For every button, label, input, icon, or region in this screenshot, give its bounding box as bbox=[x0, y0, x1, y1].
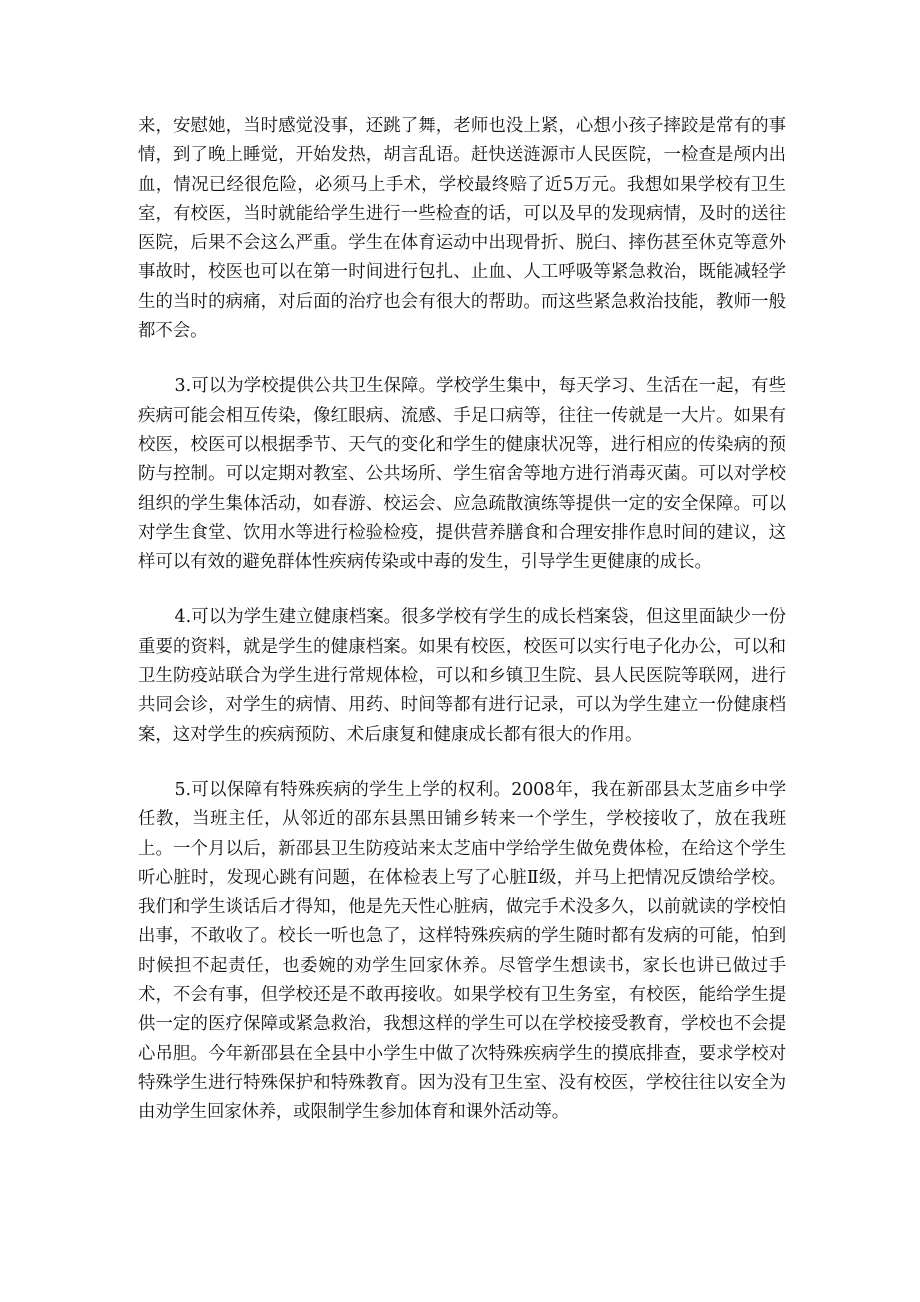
paragraph-point-3-public-health: 3.可以为学校提供公共卫生保障。学校学生集中，每天学习、生活在一起，有些疾病可能会相互传染，像红眼病、流感、手足口病等，往往一传就是一大片。如果有校医，校医可以根据季节、天气的变化和学生的健康状况等，进行相应的传染病的预防与控制。可以定期对教室、公共场所、学生宿舍等地方进行消毒灭菌。可以对学校组织的学生集体活动，如春游、校运会、应急疏散演练等提供一定的安全保障。可以对学生食堂、饮用水等进行检验检疫，提供营养膳食和合理安排作息时间的建议，这样可以有效的避免群体性疾病传染或中毒的发生，引导学生更健康的成长。 bbox=[138, 376, 786, 573]
paragraph-continued-text: 来，安慰她，当时感觉没事，还跳了舞，老师也没上紧，心想小孩子摔跤是常有的事情，到了晚上睡觉，开始发热，胡言乱语。赶快送涟源市人民医院，一检查是颅内出血，情况已经很危险，必须马上手术，学校最终赔了近5万元。我想如果学校有卫生室，有校医，当时就能给学生进行一些检查的话，可以及早的发现病情，及时的送往医院，后果不会这么严重。学生在体育运动中出现骨折、脱臼、摔伤甚至休克等意外事故时，校医也可以在第一时间进行包扎、止血、人工呼吸等紧急救治，既能减轻学生的当时的病痛，对后面的治疗也会有很大的帮助。而这些紧急救治技能，教师一般都不会。 bbox=[138, 116, 786, 342]
document-body bbox=[138, 112, 786, 1128]
paragraph-point-5-special-illness: 5.可以保障有特殊疾病的学生上学的权利。2008年，我在新邵县太芝庙乡中学任教，当班主任，从邻近的邵东县黑田铺乡转来一个学生，学校接收了，放在我班上。一个月以后，新邵县卫生防疫站来太芝庙中学给学生做免费体检，在给这个学生听心脏时，发现心跳有问题，在体检表上写了心脏Ⅱ级，并马上把情况反馈给学校。我们和学生谈话后才得知，他是先天性心脏病，做完手术没多久，以前就读的学校怕出事，不敢收了。校长一听也急了，这样特殊疾病的学生随时都有发病的可能，怕到时候担不起责任，也委婉的劝学生回家休养。尽管学生想读书，家长也讲已做过手术，不会有事，但学校还是不敢再接收。如果学校有卫生务室，有校医，能给学生提供一定的医疗保障或紧急救治，我想这样的学生可以在学校接受教育，学校也不会提心吊胆。今年新邵县在全县中小学生中做了次特殊疾病学生的摸底排查，要求学校对特殊学生进行特殊保护和特殊教育。因为没有卫生室、没有校医，学校往往以安全为由劝学生回家休养，或限制学生参加体育和课外活动等。 bbox=[138, 779, 786, 1123]
paragraph-point-4-health-records: 4.可以为学生建立健康档案。很多学校有学生的成长档案袋，但这里面缺少一份重要的资料，就是学生的健康档案。如果有校医，校医可以实行电子化办公，可以和卫生防疫站联合为学生进行常规体检，可以和乡镇卫生院、县人民医院等联网，进行共同会诊，对学生的病情、用药、时间等都有进行记录，可以为学生建立一份健康档案，这对学生的疾病预防、术后康复和健康成长都有很大的作用。 bbox=[138, 607, 786, 745]
